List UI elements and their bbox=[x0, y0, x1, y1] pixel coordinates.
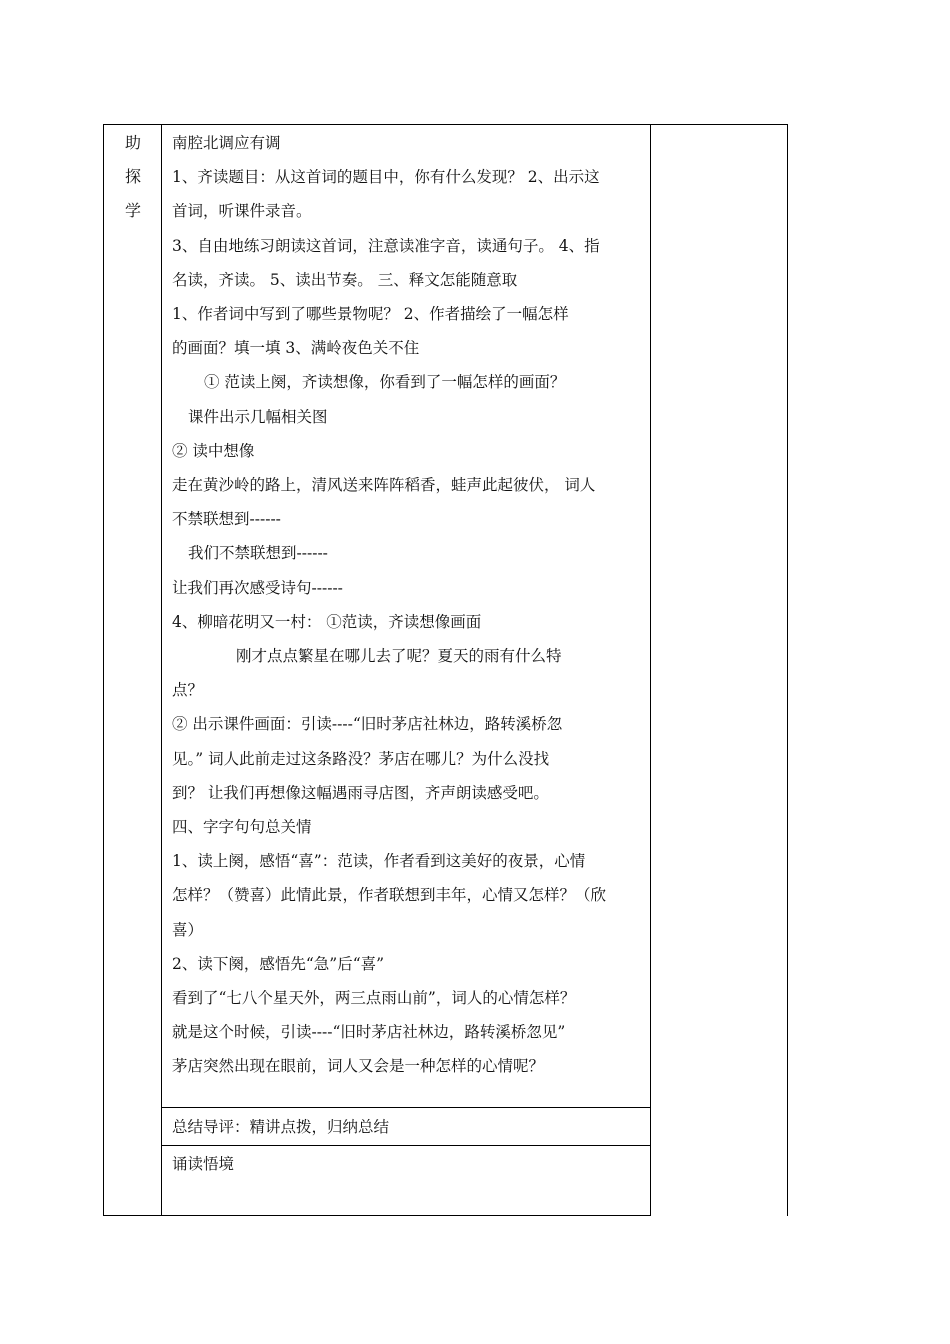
stage-label-char: 学 bbox=[124, 201, 141, 220]
content-line: 就是这个时候，引读----“旧时茅店社林边，路转溪桥忽见” bbox=[172, 1023, 566, 1042]
table-bottom-border bbox=[103, 1215, 651, 1216]
content-line: ② 出示课件画面：引读----“旧时茅店社林边，路转溪桥忽 bbox=[172, 715, 563, 734]
content-line: 点？ bbox=[172, 681, 204, 700]
content-line: 课件出示几幅相关图 bbox=[188, 407, 328, 426]
content-line: 喜） bbox=[172, 920, 204, 939]
content-line: 看到了“七八个星天外，两三点雨山前”，词人的心情怎样？ bbox=[172, 989, 576, 1008]
content-line: 见。” 词人此前走过这条路没？茅店在哪儿？为什么没找 bbox=[172, 749, 550, 768]
content-line: 刚才点点繁星在哪儿去了呢？夏天的雨有什么特 bbox=[236, 647, 562, 666]
lesson-content bbox=[172, 126, 644, 1084]
label-column-divider bbox=[161, 124, 162, 1216]
content-line: ② 读中想像 bbox=[172, 441, 255, 460]
recite-row: 诵读悟境 bbox=[172, 1155, 235, 1173]
content-line: 4、柳暗花明又一村： ①范读，齐读想像画面 bbox=[172, 612, 482, 631]
content-line: 到？ 让我们再想像这幅遇雨寻店图，齐声朗读感受吧。 bbox=[172, 783, 549, 802]
content-line: 怎样？（赞喜）此情此景，作者联想到丰年，心情又怎样？（欣 bbox=[172, 886, 607, 905]
section-heading: 四、字字句句总关情 bbox=[172, 818, 312, 837]
content-line: 的画面？填一填 3、满岭夜色关不住 bbox=[172, 339, 420, 358]
section-heading: 南腔北调应有调 bbox=[172, 134, 281, 152]
summary-row-bottom-border bbox=[161, 1145, 651, 1146]
content-line: 首词，听课件录音。 bbox=[172, 202, 312, 221]
content-line: 走在黄沙岭的路上，清风送来阵阵稻香，蛙声此起彼伏， 词人 bbox=[172, 476, 596, 495]
stage-label-char: 助 bbox=[124, 133, 141, 152]
content-line: 让我们再次感受诗句------ bbox=[172, 578, 343, 597]
stage-label bbox=[118, 126, 148, 228]
summary-row-top-border bbox=[161, 1107, 651, 1108]
content-line: 不禁联想到------ bbox=[172, 510, 281, 529]
content-column-right-border bbox=[650, 124, 651, 1216]
content-line: 茅店突然出现在眼前，词人又会是一种怎样的心情呢？ bbox=[172, 1057, 545, 1076]
content-line: 1、齐读题目：从这首词的题目中，你有什么发现？ 2、出示这 bbox=[172, 168, 600, 187]
content-line: 名读，齐读。 5、读出节奏。 三、释文怎能随意取 bbox=[172, 270, 518, 289]
table-left-border bbox=[103, 124, 104, 1216]
content-line: ① 范读上阕，齐读想像，你看到了一幅怎样的画面？ bbox=[204, 373, 566, 392]
content-line: 1、读上阕，感悟“喜”：范读，作者看到这美好的夜景，心情 bbox=[172, 852, 586, 871]
content-line: 我们不禁联想到------ bbox=[188, 544, 328, 563]
table-top-border bbox=[103, 124, 788, 125]
content-line: 3、自由地练习朗读这首词，注意读准字音，读通句子。 4、指 bbox=[172, 236, 600, 255]
content-line: 2、读下阕，感悟先“急”后“喜” bbox=[172, 954, 385, 973]
table-right-border bbox=[787, 124, 788, 1216]
stage-label-char: 探 bbox=[124, 167, 141, 186]
summary-row: 总结导评：精讲点拨，归纳总结 bbox=[172, 1118, 390, 1136]
content-line: 1、作者词中写到了哪些景物呢？ 2、作者描绘了一幅怎样 bbox=[172, 305, 569, 324]
